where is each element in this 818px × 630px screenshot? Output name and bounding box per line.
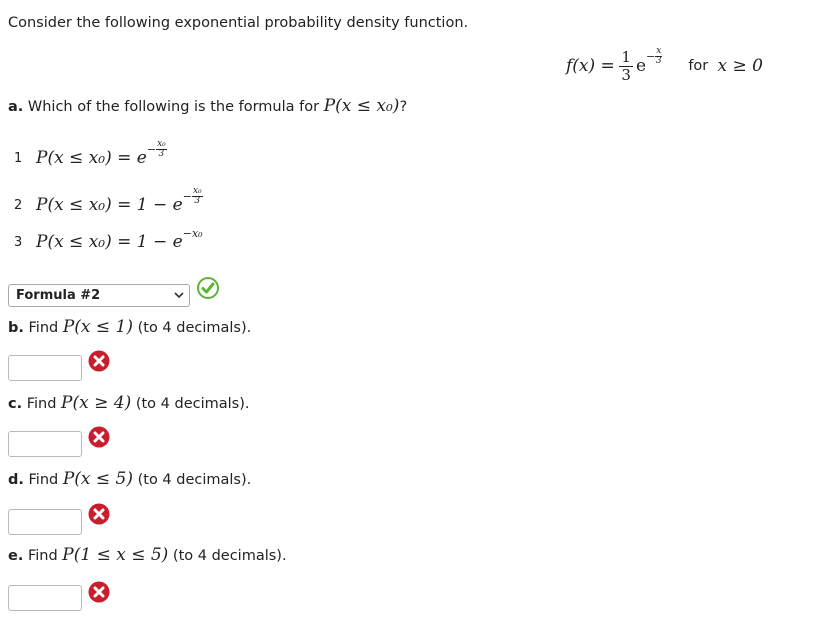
part-c-question: c. Find P(x ≥ 4) (to 4 decimals).: [8, 393, 250, 413]
option-3: 3 P(x ≤ x₀) = 1 − e −x₀: [14, 226, 203, 252]
part-b-answer-input[interactable]: [8, 355, 82, 381]
part-d-answer-input[interactable]: [8, 509, 82, 535]
formula-select[interactable]: [8, 284, 190, 307]
pdf-lhs: f(x) =: [566, 56, 615, 76]
part-d-question: d. Find P(x ≤ 5) (to 4 decimals).: [8, 469, 252, 489]
part-e-question: e. Find P(1 ≤ x ≤ 5) (to 4 decimals).: [8, 545, 287, 565]
pdf-base: e: [635, 56, 647, 76]
formula-select-value: Formula #2: [16, 288, 101, 303]
part-c-answer-input[interactable]: [8, 431, 82, 457]
pdf-exponent: − $\frac{x}{3}$: [646, 45, 662, 66]
intro-text: Consider the following exponential probability density function.: [8, 15, 469, 31]
option-1: 1 P(x ≤ x₀) = e − $\frac{\text{x₀}}{3}$: [14, 138, 166, 168]
incorrect-x-icon: [88, 581, 110, 603]
pdf-coefficient: $\frac{1}{3}$: [621, 48, 631, 84]
part-b-question: b. Find P(x ≤ 1) (to 4 decimals).: [8, 317, 252, 337]
incorrect-x-icon: [88, 503, 110, 525]
chevron-down-icon: [173, 288, 185, 302]
option-2: 2 P(x ≤ x₀) = 1 − e − $\frac{\text{x₀}}{3}$: [14, 185, 202, 215]
incorrect-x-icon: [88, 350, 110, 372]
correct-check-icon: [197, 277, 219, 299]
pdf-formula: [566, 46, 763, 86]
incorrect-x-icon: [88, 426, 110, 448]
part-a-question: a. Which of the following is the formula for P(x ≤ x₀)?: [8, 96, 408, 116]
part-e-answer-input[interactable]: [8, 585, 82, 611]
pdf-condition-word: for: [688, 58, 709, 74]
pdf-condition: x ≥ 0: [717, 56, 763, 76]
